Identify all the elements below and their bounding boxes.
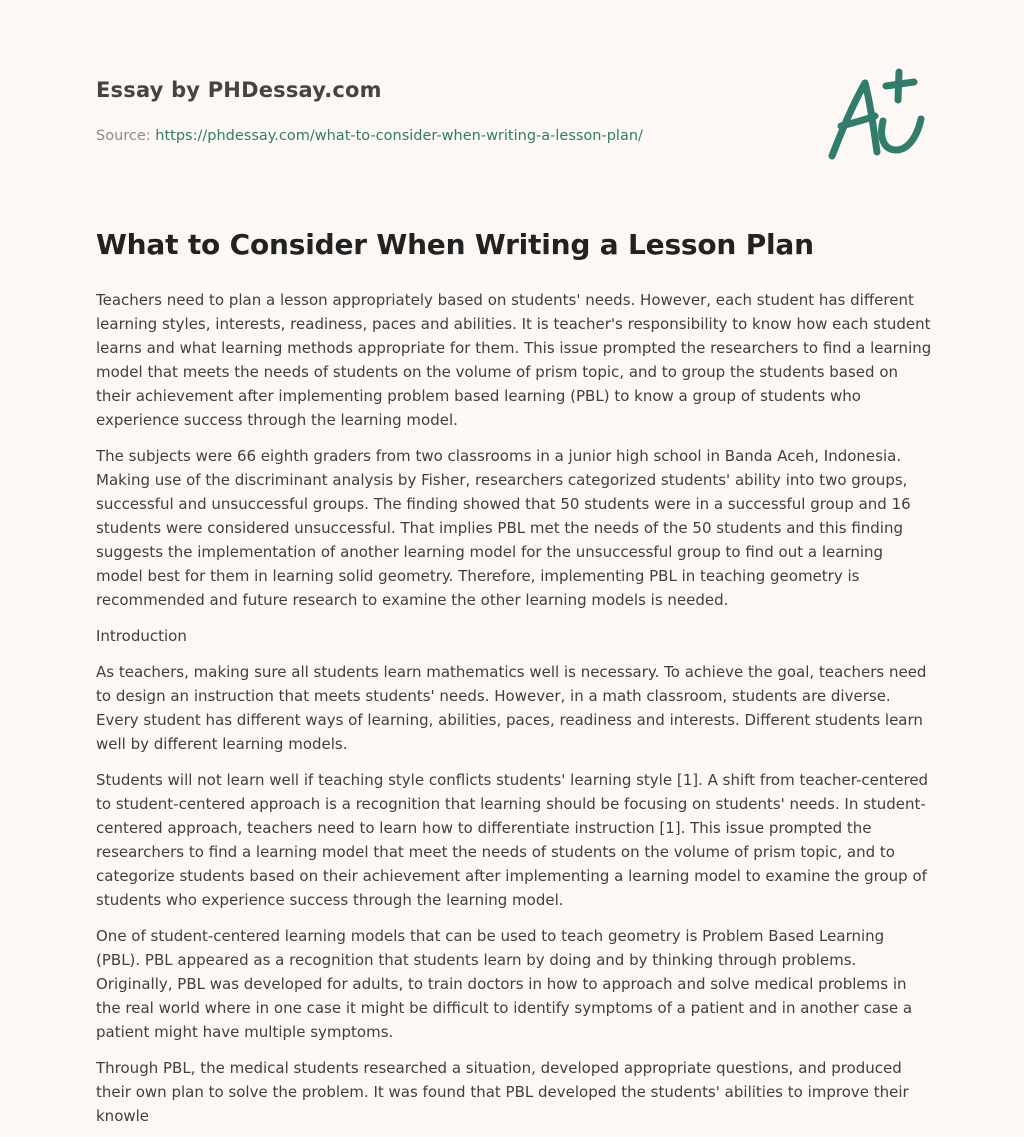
- a-plus-grade-icon: [822, 68, 930, 164]
- abstract-paragraph-1: Teachers need to plan a lesson appropriately based on students' needs. However, each student has different learning styles, interests, readiness, paces and abilities. It is teacher's responsibility to know how each student learns and what learning methods appropriate for them. This issue prompted the researchers to find a learning model that meets the needs of students on the volume of prism topic, and to group the students based on their achievement after implementing problem based learning (PBL) to know a group of students who experience success through the learning model.: [96, 291, 932, 429]
- introduction-paragraph-4: Through PBL, the medical students researched a situation, developed appropriate questions, and produced their own plan to solve the problem. It was found that PBL developed the students' abilities to improve their knowle: [96, 1059, 909, 1125]
- page-title: What to Consider When Writing a Lesson Plan: [96, 228, 814, 261]
- article-content: [96, 226, 932, 1137]
- site-brand: Essay by PHDessay.com: [96, 78, 382, 102]
- abstract-paragraph-2: The subjects were 66 eighth graders from two classrooms in a junior high school in Banda Aceh, Indonesia. Making use of the discriminant analysis by Fisher, researchers categorized students' ability into two groups, successful and unsuccessful groups. The finding showed that 50 students were in a successful group and 16 students were considered unsuccessful. That implies PBL met the needs of the 50 students and this finding suggests the implementation of another learning model for the unsuccessful group to find out a learning model best for them in learning solid geometry. Therefore, implementing PBL in teaching geometry is recommended and future research to examine the other learning models is needed.: [96, 447, 911, 609]
- introduction-paragraph-1: As teachers, making sure all students learn mathematics well is necessary. To achieve the goal, teachers need to design an instruction that meets students' needs. However, in a math classroom, students are diverse. Every student has different ways of learning, abilities, paces, readiness and interests. Different students learn well by different learning models.: [96, 663, 927, 753]
- introduction-paragraph-3: One of student-centered learning models that can be used to teach geometry is Problem Based Learning (PBL). PBL appeared as a recognition that students learn by doing and by thinking through problems. Originally, PBL was developed for adults, to train doctors in how to approach and solve medical problems in the real world where in one case it might be difficult to identify symptoms of a patient and in another case a patient might have multiple symptoms.: [96, 927, 913, 1041]
- source-line: [96, 126, 796, 146]
- section-heading-introduction: Introduction: [96, 627, 187, 645]
- source-label: Source:: [96, 128, 151, 144]
- introduction-paragraph-2: Students will not learn well if teaching style conflicts students' learning style [1]. A shift from teacher-centered to student-centered approach is a recognition that learning should be focusing on students' needs. In student-centered approach, teachers need to learn how to differentiate instruction [1]. This issue prompted the researchers to find a learning model that meet the needs of students on the volume of prism topic, and to categorize students based on their achievement after implementing a learning model to examine the group of students who experience success through the learning model.: [96, 771, 929, 909]
- page-header: [96, 76, 796, 146]
- source-link[interactable]: https://phdessay.com/what-to-consider-when-writing-a-lesson-plan/: [155, 128, 643, 144]
